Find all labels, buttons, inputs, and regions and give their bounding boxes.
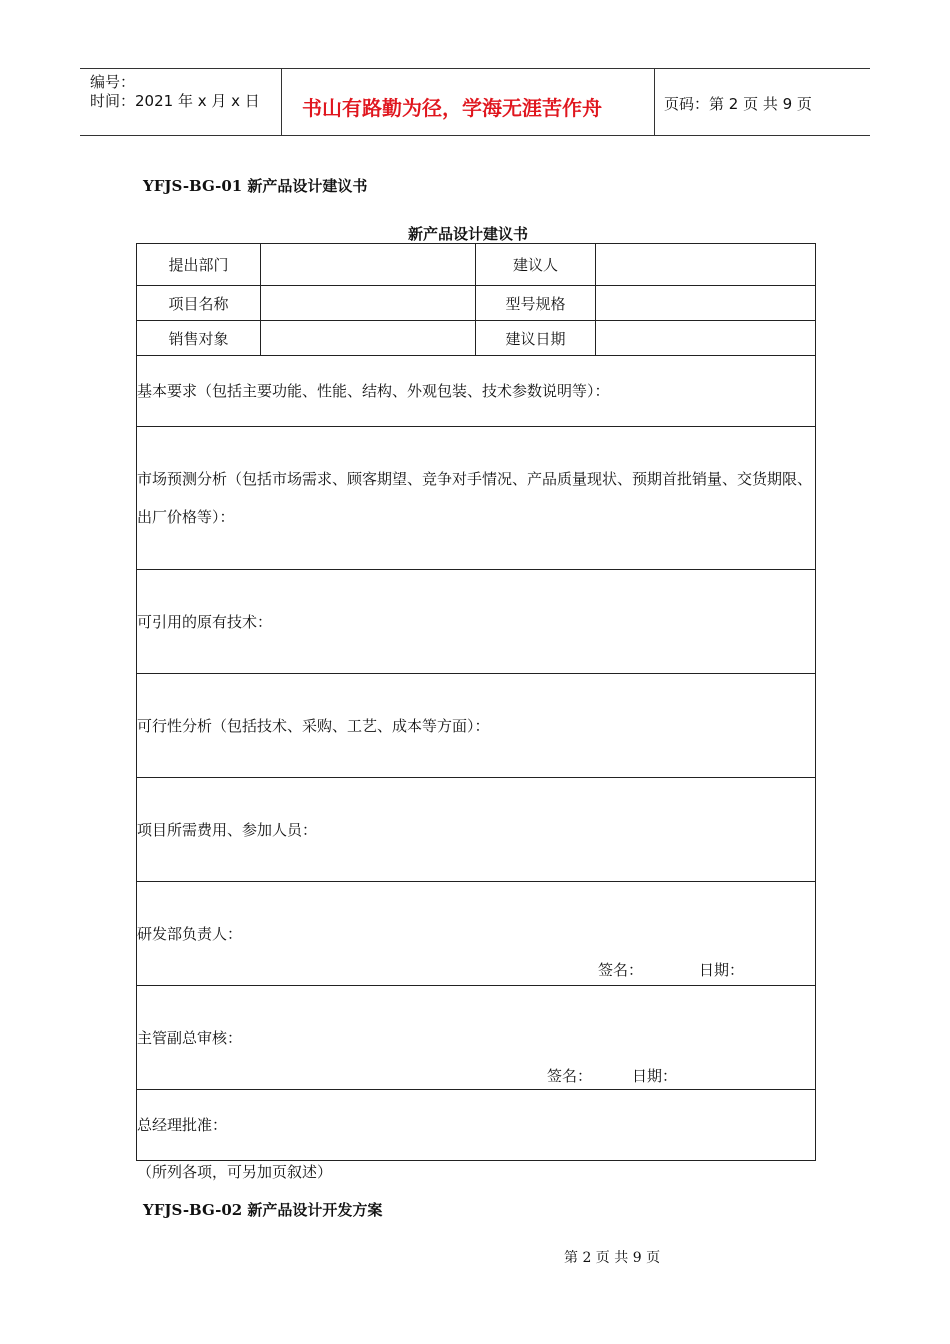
existing-tech-cell[interactable] <box>137 570 816 674</box>
section-title: YFJS-BG-01 新产品设计建议书 <box>143 177 368 195</box>
vp-sign-label: 签名： <box>547 1067 593 1085</box>
table-row <box>137 882 816 986</box>
proposal-form-table <box>136 243 816 1161</box>
table-row <box>137 570 816 674</box>
field-label: 型号规格 <box>476 286 596 321</box>
form-title: 新产品设计建议书 <box>408 225 529 243</box>
rd-head-cell[interactable] <box>137 882 816 986</box>
vp-date-label: 日期： <box>632 1067 678 1085</box>
feasibility-cell[interactable] <box>137 674 816 778</box>
rd-date-label: 日期： <box>699 961 745 979</box>
proposal-date-field[interactable] <box>596 321 816 356</box>
rd-sign-label: 签名： <box>598 961 644 979</box>
page-footer: 第 2 页 共 9 页 <box>564 1250 661 1266</box>
table-row <box>137 778 816 882</box>
field-label: 建议日期 <box>476 321 596 356</box>
header-divider <box>281 68 282 136</box>
table-row <box>137 986 816 1090</box>
gm-approval-label: 总经理批准： <box>137 1116 228 1134</box>
rd-head-label: 研发部负责人： <box>137 924 243 943</box>
section-title: YFJS-BG-02 新产品设计开发方案 <box>143 1201 383 1219</box>
header-motto: 书山有路勤为径，学海无涯苦作舟 <box>302 96 602 120</box>
table-row <box>137 674 816 778</box>
doc-number-label: 编号： <box>90 73 136 91</box>
field-label: 项目名称 <box>137 286 261 321</box>
model-spec-field[interactable] <box>596 286 816 321</box>
cost-personnel-cell[interactable] <box>137 778 816 882</box>
field-label: 建议人 <box>476 244 596 286</box>
form-note: （所列各项，可另加页叙述） <box>137 1163 333 1181</box>
table-row <box>137 356 816 427</box>
vp-review-cell[interactable] <box>137 986 816 1090</box>
basic-requirements-label: 基本要求（包括主要功能、性能、结构、外观包装、技术参数说明等）： <box>137 382 610 400</box>
market-analysis-cell[interactable] <box>137 427 816 570</box>
market-analysis-label: 市场预测分析（包括市场需求、顾客期望、竞争对手情况、产品质量现状、预期首批销量、交货期限、出厂价格等）： <box>137 470 813 526</box>
page-indicator: 页码：第 2 页 共 9 页 <box>664 95 812 113</box>
field-label: 提出部门 <box>137 244 261 286</box>
proposer-field[interactable] <box>596 244 816 286</box>
header-top-rule <box>80 68 870 69</box>
header-divider <box>654 68 655 136</box>
vp-review-label: 主管副总审核： <box>137 1028 243 1047</box>
table-row <box>137 244 816 286</box>
table-row <box>137 1090 816 1161</box>
gm-approval-cell[interactable] <box>137 1090 816 1161</box>
project-name-field[interactable] <box>261 286 476 321</box>
cost-personnel-label: 项目所需费用、参加人员： <box>137 820 318 839</box>
table-row <box>137 427 816 570</box>
sales-target-field[interactable] <box>261 321 476 356</box>
table-row <box>137 286 816 321</box>
header-bottom-rule <box>80 135 870 136</box>
existing-tech-label: 可引用的原有技术： <box>137 612 273 631</box>
feasibility-label: 可行性分析（包括技术、采购、工艺、成本等方面）： <box>137 716 490 735</box>
field-label: 销售对象 <box>137 321 261 356</box>
table-row <box>137 321 816 356</box>
basic-requirements-cell[interactable] <box>137 356 816 427</box>
department-field[interactable] <box>261 244 476 286</box>
doc-date-label: 时间：2021 年 x 月 x 日 <box>90 92 260 110</box>
